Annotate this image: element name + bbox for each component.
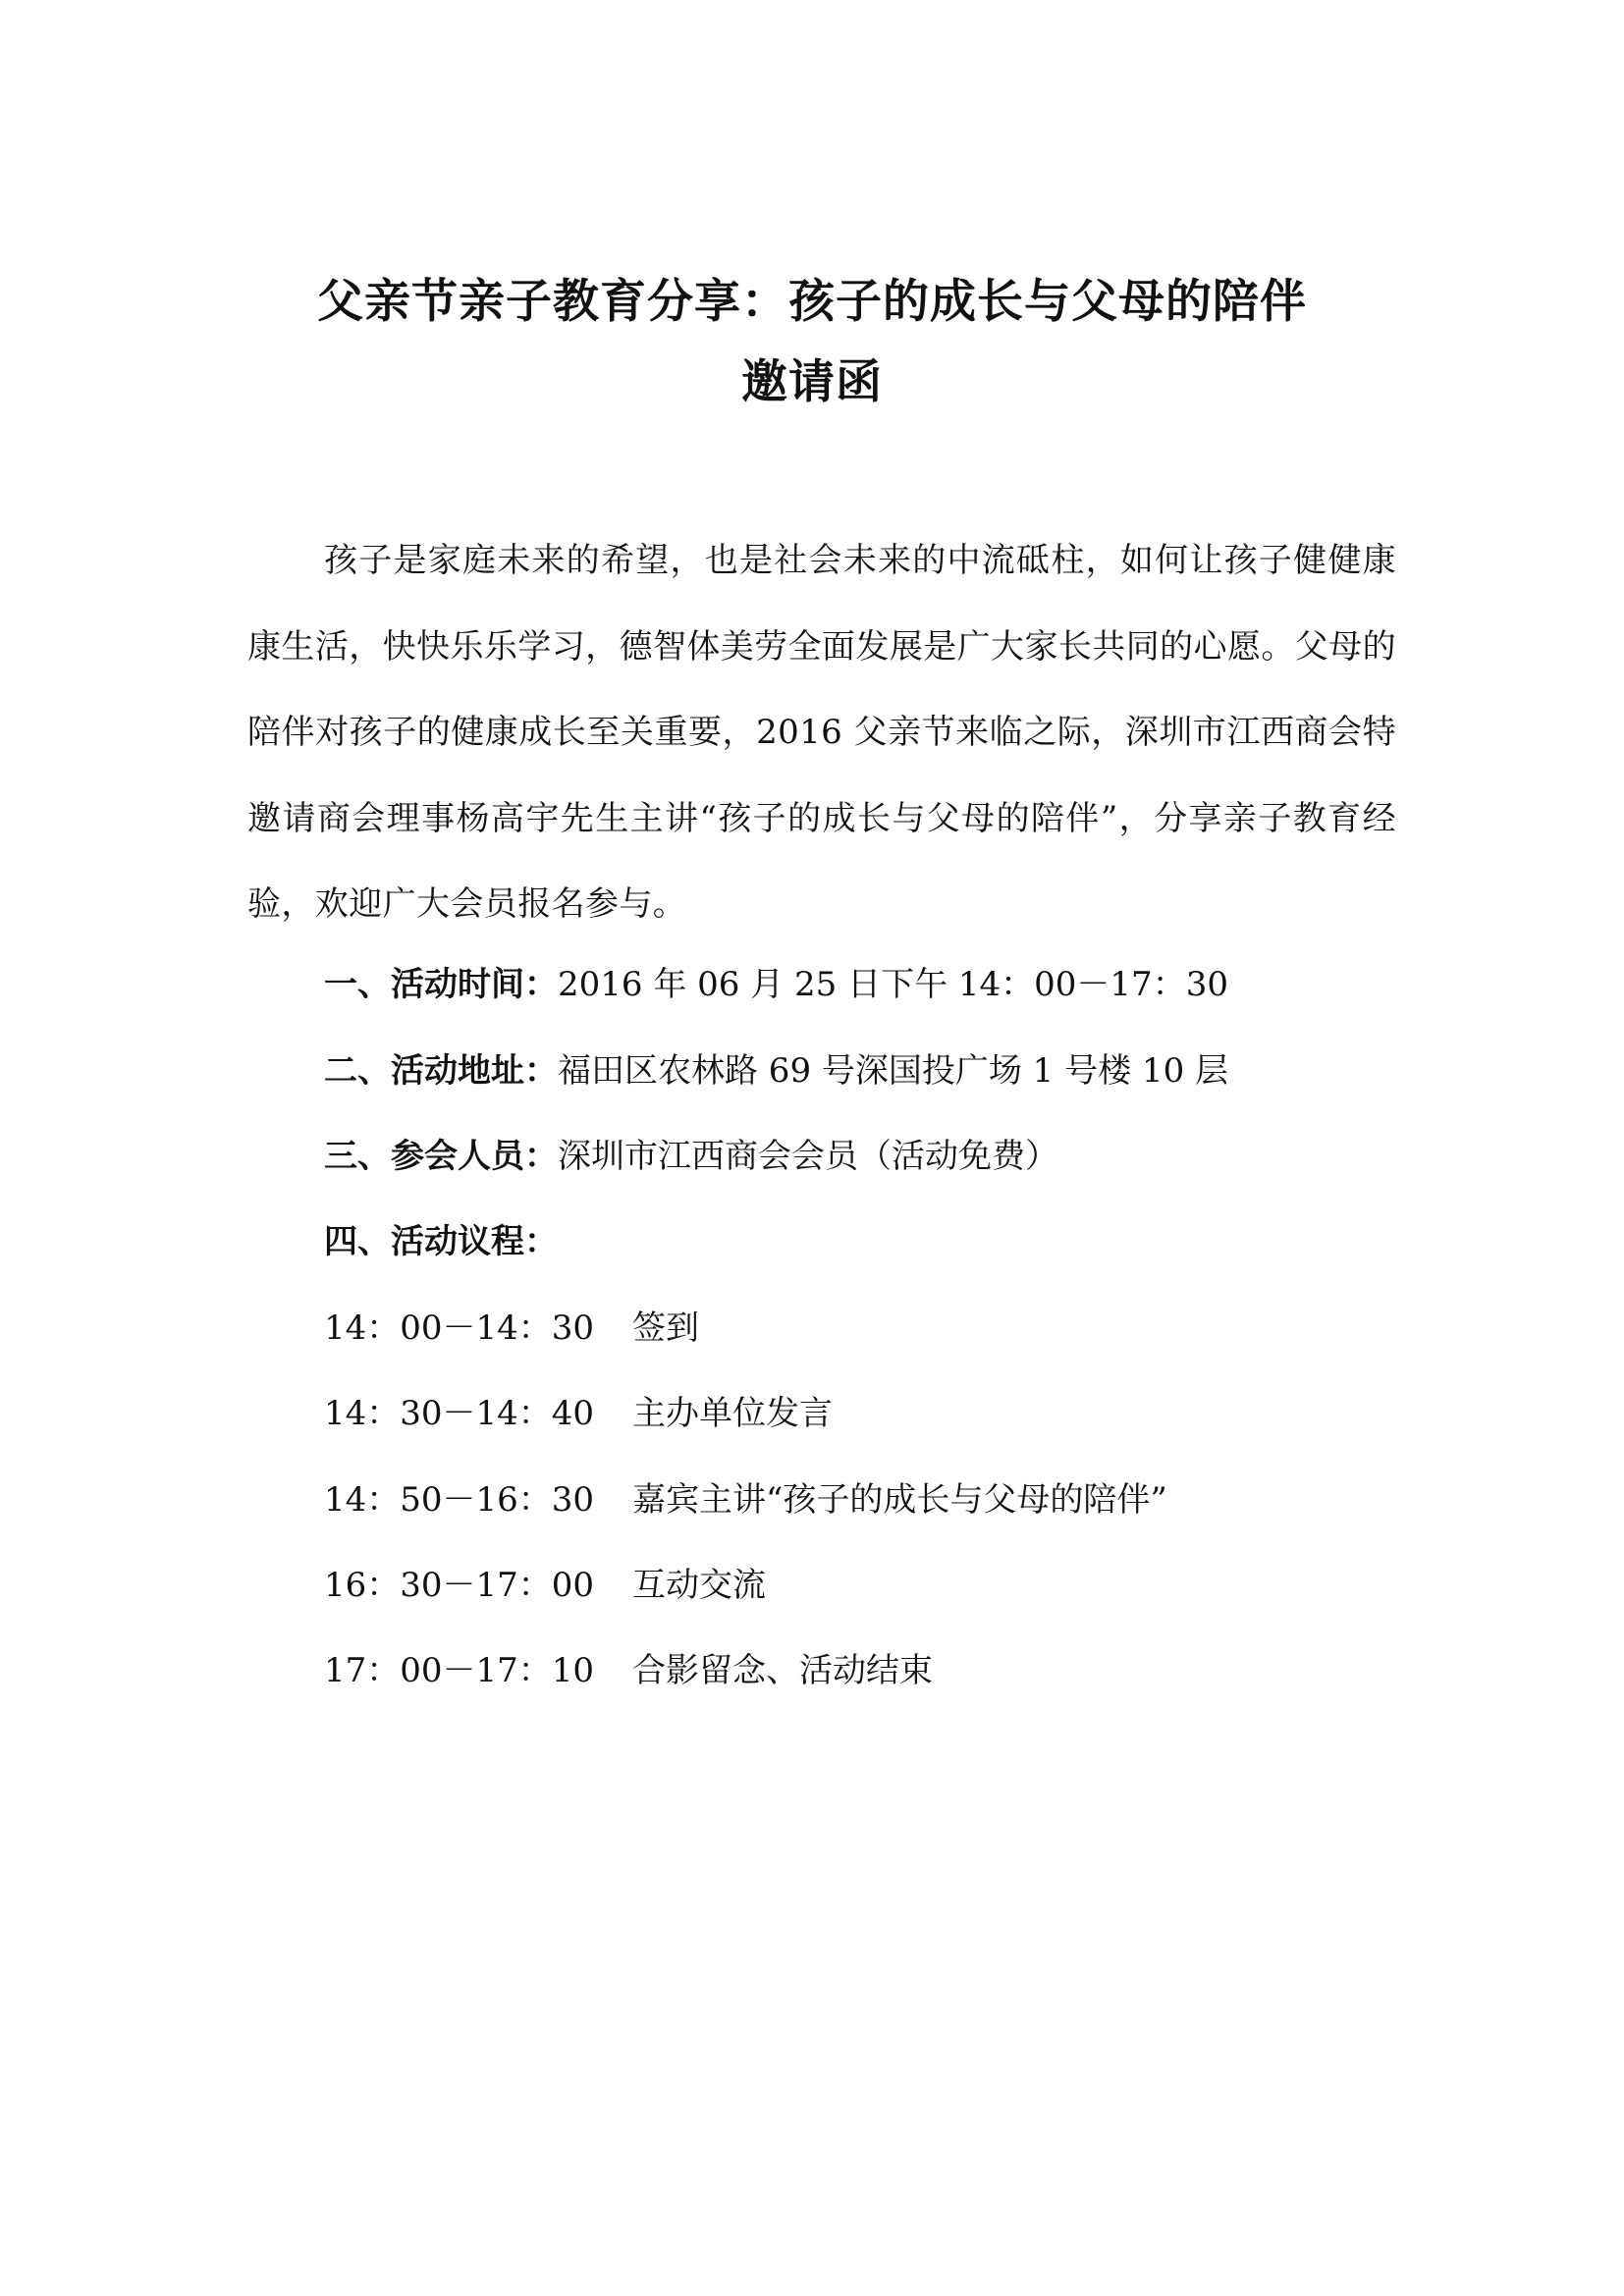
agenda-row: [324, 1558, 766, 1606]
agenda-row: [324, 1386, 833, 1434]
event-attendees-line: [324, 1129, 1058, 1177]
agenda-time: 14：50－16：30: [324, 1480, 595, 1520]
event-time-line: [324, 957, 1228, 1005]
agenda-time: 14：30－14：40: [324, 1394, 595, 1433]
agenda-row: [324, 1643, 933, 1691]
event-time-label: 一、活动时间：: [324, 965, 558, 1004]
event-place-line: [324, 1043, 1228, 1092]
document-subtitle: 邀请函: [741, 355, 883, 409]
agenda-row: [324, 1301, 699, 1349]
agenda-heading: 四、活动议程：: [324, 1222, 558, 1261]
agenda-activity: 合影留念、活动结束: [632, 1651, 933, 1690]
document-title: 父亲节亲子教育分享：孩子的成长与父母的陪伴: [317, 275, 1307, 329]
intro-paragraph: 孩子是家庭未来的希望，也是社会未来的中流砥柱，如何让孩子健健康康生活，快快乐乐学习，德智体美劳全面发展是广大家长共同的心愿。父母的陪伴对孩子的健康成长至关重要，2016 父亲节来临之际，深圳市江西商会特邀请商会理事杨高宇先生主讲“孩子的成长与父母的陪伴”，分享亲子教育经验，欢迎广大会员报名参与。: [247, 541, 1396, 924]
event-place-label: 二、活动地址：: [324, 1051, 558, 1091]
event-time-value: 2016 年 06 月 25 日下午 14：00－17：30: [558, 965, 1228, 1004]
agenda-activity: 签到: [632, 1308, 699, 1348]
agenda-activity: 互动交流: [632, 1566, 766, 1605]
agenda-time: 14：00－14：30: [324, 1308, 595, 1348]
agenda-time: 16：30－17：00: [324, 1566, 595, 1605]
event-attendees-value: 深圳市江西商会会员（活动免费）: [558, 1137, 1058, 1176]
agenda-activity: 主办单位发言: [632, 1394, 833, 1433]
agenda-time: 17：00－17：10: [324, 1651, 595, 1690]
agenda-row: [324, 1472, 1167, 1521]
agenda-activity: 嘉宾主讲“孩子的成长与父母的陪伴”: [632, 1480, 1167, 1520]
event-attendees-label: 三、参会人员：: [324, 1137, 558, 1176]
agenda-heading-line: [324, 1214, 558, 1262]
event-place-value: 福田区农林路 69 号深国投广场 1 号楼 10 层: [558, 1051, 1229, 1091]
